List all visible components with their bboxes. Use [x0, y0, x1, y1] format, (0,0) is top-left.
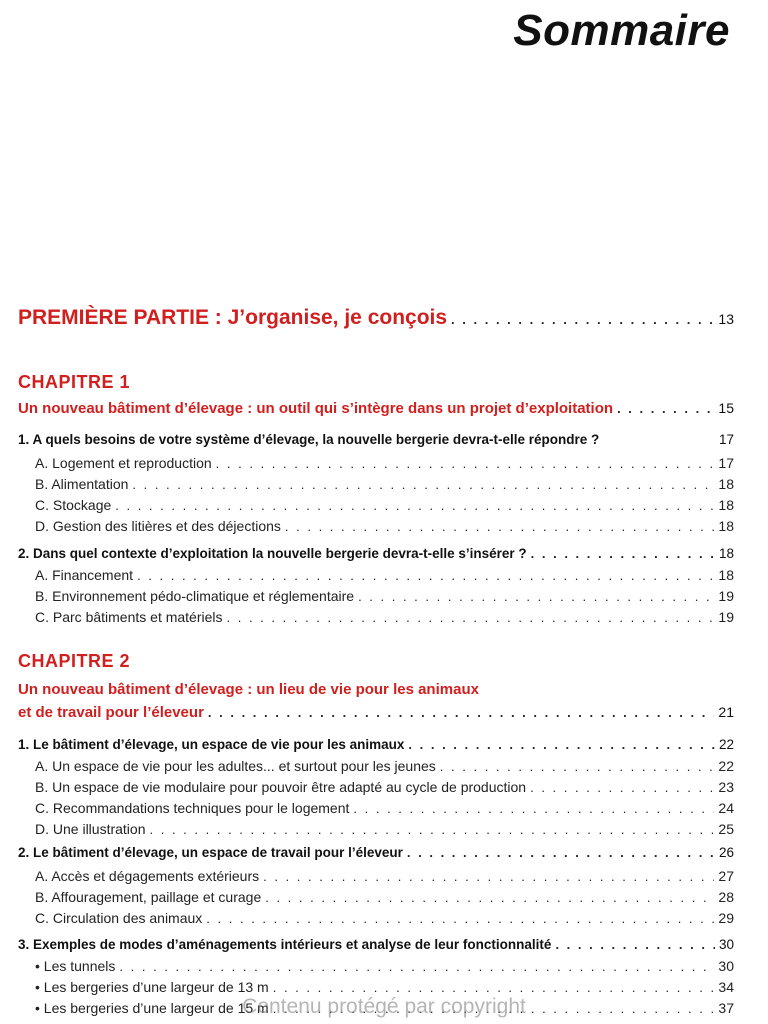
toc-item[interactable]	[18, 800, 734, 816]
section-entry[interactable]	[18, 432, 734, 447]
toc-item[interactable]	[18, 868, 734, 884]
item-page: 25	[718, 821, 734, 837]
section-page: 17	[718, 432, 734, 447]
page-title: Sommaire	[513, 6, 730, 55]
chapter-1-subtitle: Un nouveau bâtiment d’élevage : un outil qui s’intègre dans un projet d’exploitation	[18, 400, 614, 417]
toc-item[interactable]	[18, 758, 734, 774]
item-page: 30	[718, 958, 734, 974]
section-page: 26	[718, 845, 734, 860]
toc-item[interactable]	[18, 609, 734, 625]
item-label: D. Une illustration	[35, 821, 146, 837]
item-label: A. Un espace de vie pour les adultes... et surtout pour les jeunes	[35, 758, 436, 774]
item-page: 18	[718, 567, 734, 583]
leader-dots	[208, 705, 715, 720]
leader-dots	[617, 401, 714, 416]
item-label: A. Accès et dégagements extérieurs	[35, 868, 260, 884]
item-page: 27	[718, 868, 734, 884]
chapter-2-heading: CHAPITRE 2	[18, 651, 131, 671]
chapter-2-subtitle-line1[interactable]: Un nouveau bâtiment d’élevage : un lieu de vie pour les animaux	[18, 681, 479, 698]
leader-dots	[119, 959, 714, 974]
leader-dots	[273, 980, 715, 995]
item-label: C. Stockage	[35, 497, 112, 513]
item-page: 23	[718, 779, 734, 795]
part-page: 13	[718, 311, 734, 327]
leader-dots	[353, 801, 714, 816]
chapter-2-entry[interactable]	[18, 704, 734, 721]
leader-dots	[531, 546, 715, 561]
item-page: 34	[718, 979, 734, 995]
section-label: 2. Dans quel contexte d’exploitation la nouvelle bergerie devra-t-elle s’insérer ?	[18, 546, 527, 561]
section-label: 1. Le bâtiment d’élevage, un espace de vie pour les animaux	[18, 737, 405, 752]
item-label: A. Logement et reproduction	[35, 455, 212, 471]
toc-item[interactable]	[18, 821, 734, 837]
leader-dots	[555, 937, 715, 952]
leader-dots	[115, 498, 714, 513]
item-page: 19	[718, 588, 734, 604]
leader-dots	[263, 869, 714, 884]
copyright-watermark: Contenu protégé par copyright	[242, 995, 526, 1018]
leader-dots	[530, 780, 714, 795]
item-label: • Les tunnels	[35, 958, 116, 974]
section-entry[interactable]	[18, 546, 734, 561]
toc-item[interactable]	[18, 588, 734, 604]
item-page: 18	[718, 518, 734, 534]
item-label: B. Environnement pédo-climatique et réglementaire	[35, 588, 355, 604]
leader-dots	[216, 456, 715, 471]
toc-item[interactable]	[18, 567, 734, 583]
item-label: B. Affouragement, paillage et curage	[35, 889, 262, 905]
chapter-1-entry[interactable]	[18, 400, 734, 417]
section-label: 1. A quels besoins de votre système d’élevage, la nouvelle bergerie devra-t-elle répondre ?	[18, 432, 600, 447]
leader-dots	[407, 845, 715, 860]
chapter-1-page: 15	[718, 400, 734, 416]
toc-item[interactable]	[18, 910, 734, 926]
part-label: PREMIÈRE PARTIE : J’organise, je conçois	[18, 306, 448, 329]
item-page: 29	[718, 910, 734, 926]
section-page: 22	[718, 737, 734, 752]
leader-dots	[227, 610, 715, 625]
leader-dots	[206, 911, 714, 926]
item-page: 19	[718, 609, 734, 625]
toc-item[interactable]	[18, 476, 734, 492]
leader-dots	[265, 890, 714, 905]
item-page: 18	[718, 497, 734, 513]
chapter-2-subtitle-line2: et de travail pour l’éleveur	[18, 704, 204, 721]
section-page: 18	[718, 546, 734, 561]
section-page: 30	[718, 937, 734, 952]
section-entry[interactable]	[18, 937, 734, 952]
toc-item[interactable]	[18, 455, 734, 471]
toc-item[interactable]	[18, 779, 734, 795]
section-label: 3. Exemples de modes d’aménagements intérieurs et analyse de leur fonctionnalité	[18, 937, 552, 952]
item-page: 28	[718, 889, 734, 905]
item-label: B. Un espace de vie modulaire pour pouvoir être adapté au cycle de production	[35, 779, 527, 795]
leader-dots	[451, 312, 714, 327]
toc-item[interactable]	[18, 518, 734, 534]
leader-dots	[358, 589, 714, 604]
item-label: A. Financement	[35, 567, 134, 583]
leader-dots	[285, 519, 715, 534]
toc-item[interactable]	[18, 958, 734, 974]
section-label: 2. Le bâtiment d’élevage, un espace de travail pour l’éleveur	[18, 845, 403, 860]
toc-item[interactable]	[18, 889, 734, 905]
item-page: 17	[718, 455, 734, 471]
part-entry[interactable]	[18, 306, 734, 330]
section-entry[interactable]	[18, 737, 734, 752]
item-label: • Les bergeries d’une largeur de 13 m	[35, 979, 269, 995]
item-label: D. Gestion des litières et des déjections	[35, 518, 281, 534]
item-label: B. Alimentation	[35, 476, 129, 492]
item-page: 24	[718, 800, 734, 816]
leader-dots	[150, 822, 715, 837]
item-label: • Les bergeries d’une largeur de 15 m	[35, 1000, 269, 1016]
item-label: C. Circulation des animaux	[35, 910, 203, 926]
leader-dots	[440, 759, 715, 774]
chapter-2-page: 21	[718, 704, 734, 720]
item-label: C. Parc bâtiments et matériels	[35, 609, 223, 625]
item-page: 37	[718, 1000, 734, 1016]
leader-dots	[137, 568, 714, 583]
toc-item[interactable]	[18, 497, 734, 513]
leader-dots	[132, 477, 714, 492]
chapter-1-heading: CHAPITRE 1	[18, 372, 131, 392]
leader-dots	[408, 737, 715, 752]
item-label: C. Recommandations techniques pour le logement	[35, 800, 350, 816]
toc-item[interactable]	[18, 979, 734, 995]
section-entry[interactable]	[18, 845, 734, 860]
item-page: 22	[718, 758, 734, 774]
item-page: 18	[718, 476, 734, 492]
